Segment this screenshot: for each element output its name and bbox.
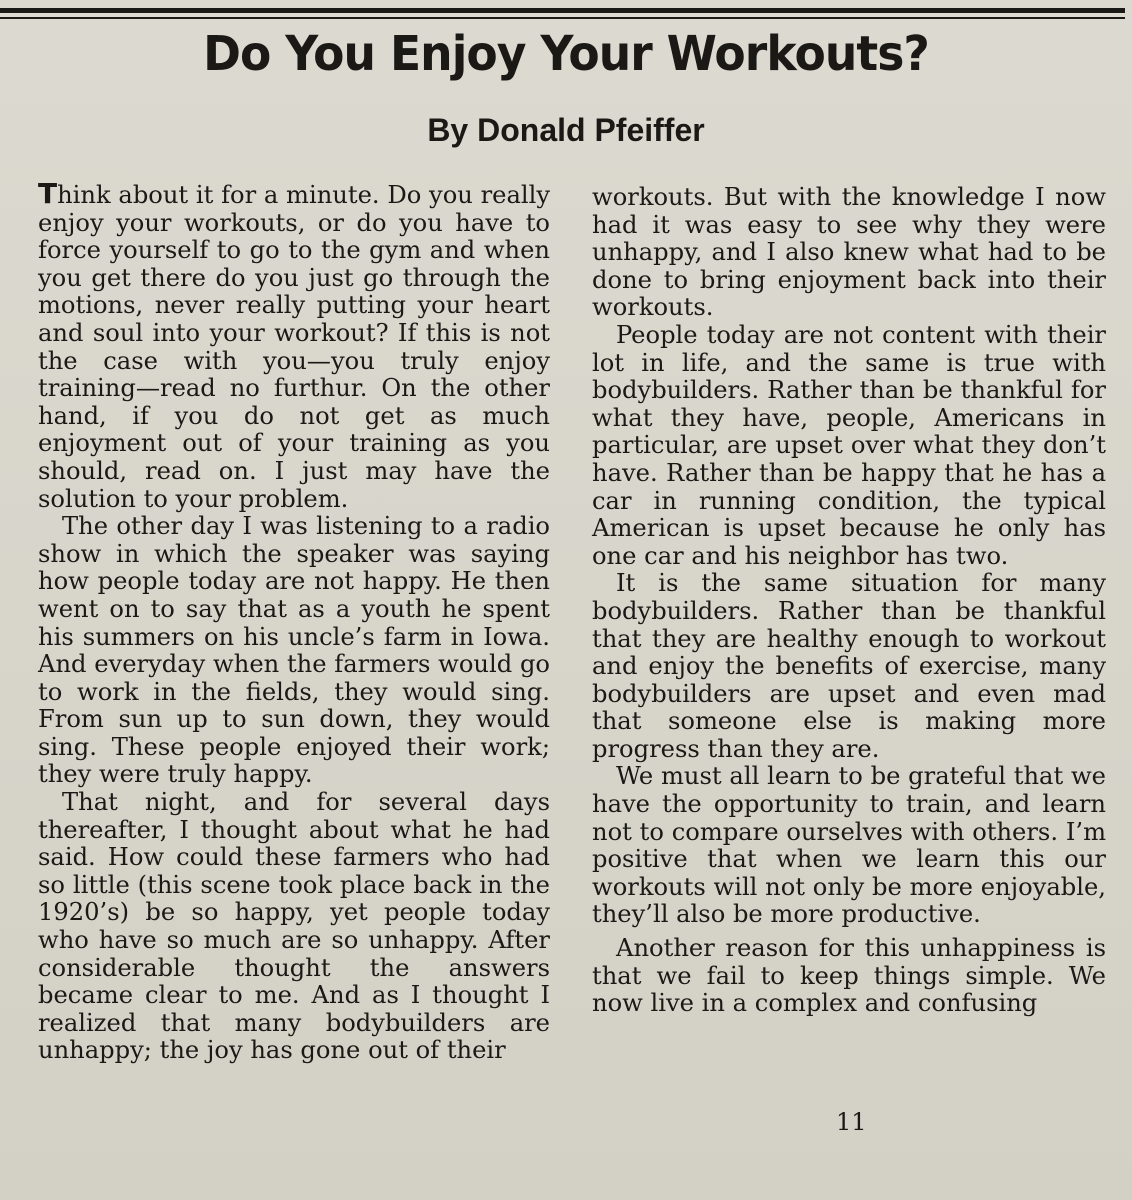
page-number: 11 xyxy=(836,1108,867,1136)
paragraph: That night, and for several days thereafter, I thought about what he had said. How could these farmers who had so little (this scene took place back in the 1920’s) be so happy, yet people today who have so much are so unhappy. After considerable thought the answers became clear to me. And as I thought I realized that many bodybuilders are unhappy; the joy has gone out of their xyxy=(38,788,550,1065)
paragraph xyxy=(38,177,550,513)
header-rule-thin xyxy=(0,17,1125,19)
paragraph: workouts. But with the knowledge I now had it was easy to see why they were unhappy, and I also knew what had to be done to bring enjoyment back into their workouts. xyxy=(592,183,1106,322)
drop-cap: T xyxy=(38,177,58,210)
header-rule-thick xyxy=(0,8,1125,13)
left-column xyxy=(38,177,550,1065)
paragraph: It is the same situation for many bodybuilders. Rather than be thankful that they are healthy enough to workout and enjoy the benefits of exercise, many bodybuilders are upset and even mad that someone else is making more progress than they are. xyxy=(592,569,1106,763)
article-title: Do You Enjoy Your Workouts? xyxy=(203,26,929,82)
paragraph-text: hink about it for a minute. Do you really enjoy your workouts, or do you have to force yourself to go to the gym and when you get there do you just go through the motions, never really putting your heart and soul into your workout? If this is not the case with you—you truly enjoy training—read no furthur. On the other hand, if you do not get as much enjoyment out of your training as you should, read on. I just may have the solution to your problem. xyxy=(38,181,550,513)
article-byline: By Donald Pfeiffer xyxy=(427,112,705,148)
paragraph: Another reason for this unhappiness is that we fail to keep things simple. We now live in a complex and confusing xyxy=(592,934,1106,1018)
right-column xyxy=(592,184,1106,1018)
paragraph: People today are not content with their lot in life, and the same is true with bodybuilders. Rather than be thankful for what they have, people, Americans in particular, are upset over what they don’t have. Rather than be happy that he has a car in running condition, the typical American is upset because he only has one car and his neighbor has two. xyxy=(592,320,1106,570)
paragraph: We must all learn to be grateful that we have the opportunity to train, and learn not to compare ourselves with others. I’m positive that when we learn this our workouts will not only be more enjoyable, they’ll also be more productive. xyxy=(592,762,1106,929)
paragraph: The other day I was listening to a radio show in which the speaker was saying how people today are not happy. He then went on to say that as a youth he spent his summers on his uncle’s farm in Iowa. And everyday when the farmers would go to work in the fields, they would sing. From sun up to sun down, they would sing. These people enjoyed their work; they were truly happy. xyxy=(38,512,550,789)
